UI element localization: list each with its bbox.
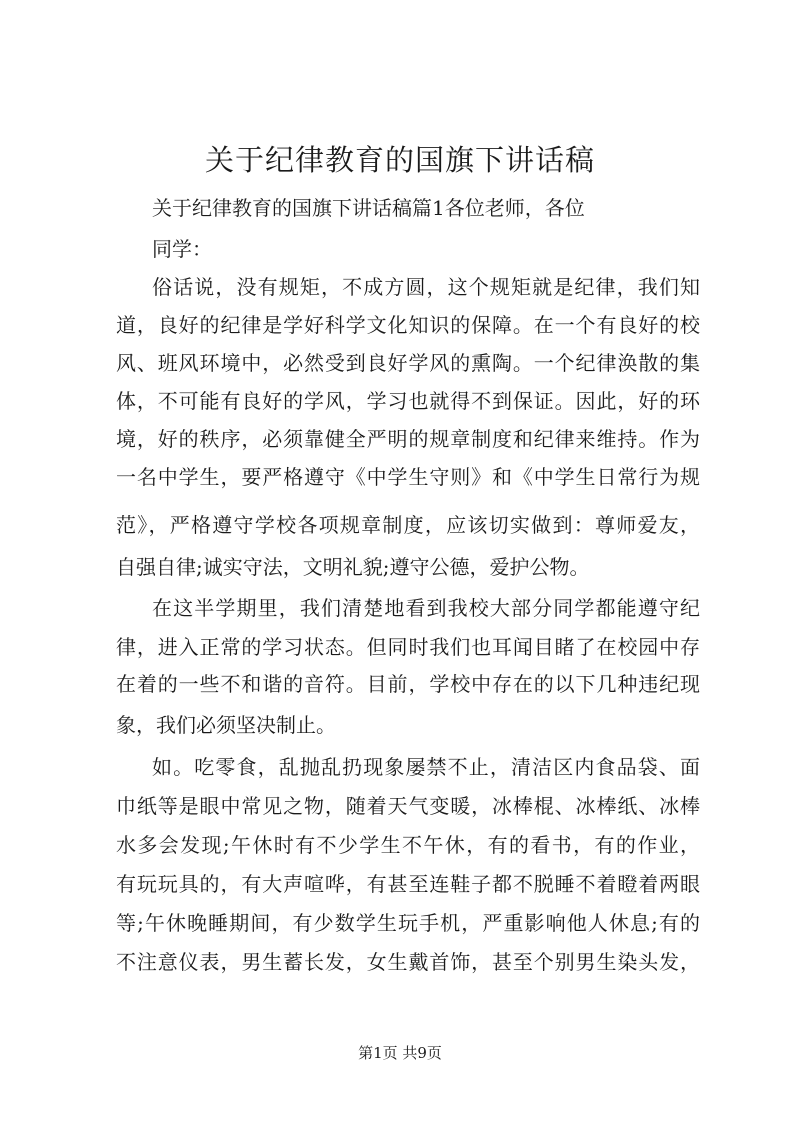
body-line: 体，不可能有良好的学风，学习也就得不到保证。因此，好的环 (116, 389, 700, 413)
body-line: 在这半学期里，我们清楚地看到我校大部分同学都能遵守纪 (152, 596, 700, 620)
body-line: 风、班风环境中，必然受到良好学风的熏陶。一个纪律涣散的集 (116, 351, 700, 375)
body-line: 水多会发现;午休时有不少学生不午休，有的看书，有的作业， (116, 833, 700, 857)
body-line: 象，我们必须坚决制止。 (116, 713, 336, 737)
body-line: 在着的一些不和谐的音符。目前，学校中存在的以下几种违纪现 (116, 672, 700, 696)
body-line: 范》，严格遵守学校各项规章制度，应该切实做到：尊师爱友， (116, 513, 700, 537)
body-line: 自强自律;诚实守法，文明礼貌;遵守公德，爱护公物。 (116, 555, 590, 579)
body-line: 道，良好的纪律是学好科学文化知识的保障。在一个有良好的校 (116, 313, 700, 337)
body-line: 不注意仪表，男生蓄长发，女生戴首饰，甚至个别男生染头发， (116, 950, 700, 974)
body-line: 同学： (152, 237, 212, 261)
body-line: 有玩玩具的，有大声喧哗，有甚至连鞋子都不脱睡不着瞪着两眼 (116, 872, 700, 896)
body-line: 一名中学生，要严格遵守《中学生守则》和《中学生日常行为规 (116, 465, 700, 489)
body-line: 境，好的秩序，必须靠健全严明的规章制度和纪律来维持。作为 (116, 427, 700, 451)
body-line: 等;午休晚睡期间，有少数学生玩手机，严重影响他人休息;有的 (116, 911, 700, 935)
body-line: 俗话说，没有规矩，不成方圆，这个规矩就是纪律，我们知 (152, 275, 700, 299)
body-line: 如。吃零食，乱抛乱扔现象屡禁不止，清洁区内食品袋、面 (152, 755, 700, 779)
body-line: 律，进入正常的学习状态。但同时我们也耳闻目睹了在校园中存 (116, 635, 700, 659)
page-number: 第1页 共9页 (358, 1044, 442, 1062)
document-title: 关于纪律教育的国旗下讲话稿 (204, 143, 595, 177)
body-line: 巾纸等是眼中常见之物，随着天气变暖，冰棒棍、冰棒纸、冰棒 (116, 794, 700, 818)
body-line: 关于纪律教育的国旗下讲话稿篇1各位老师，各位 (152, 196, 585, 220)
